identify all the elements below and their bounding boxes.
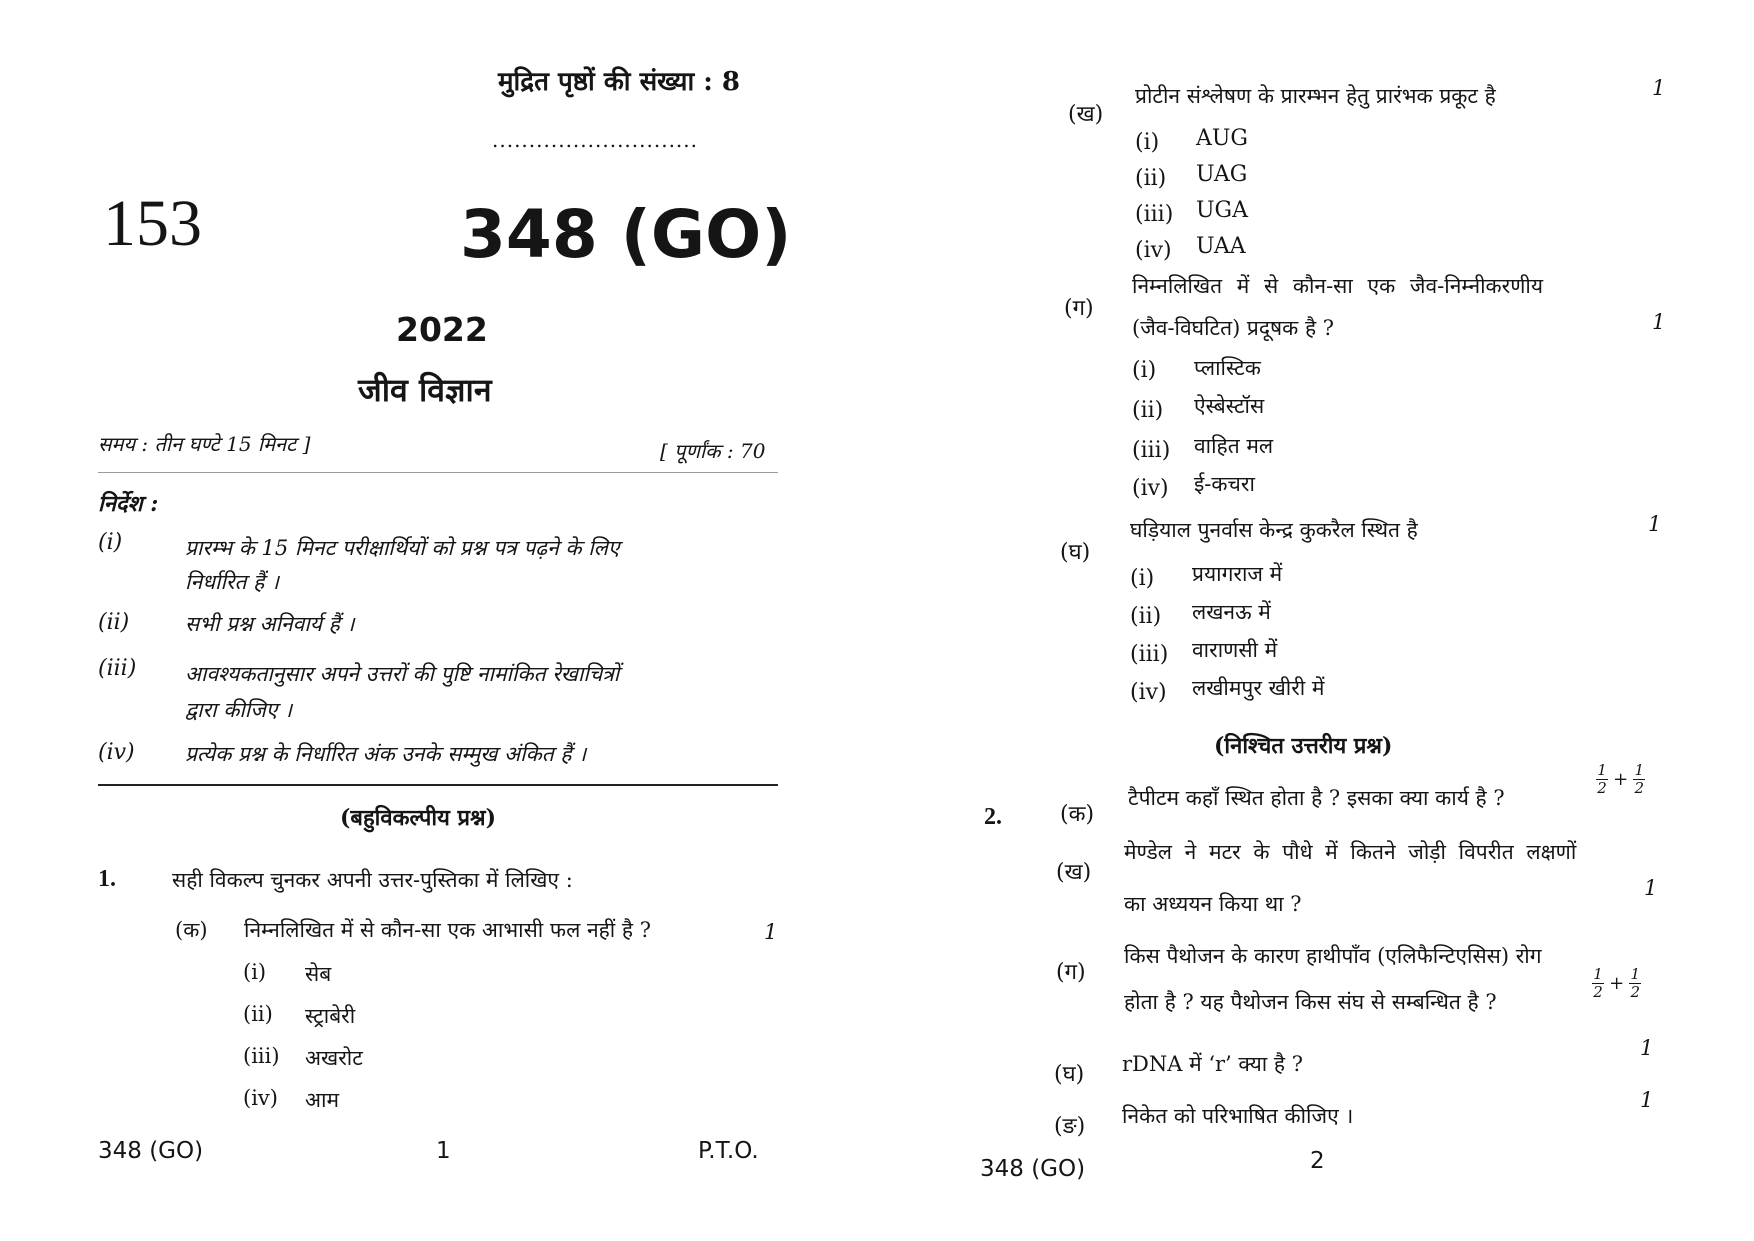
option-text: प्रयागराज में	[1192, 562, 1283, 586]
option-text: लखनऊ में	[1192, 600, 1271, 624]
question-marks: 1	[1640, 1088, 1654, 1112]
option-text: UGA	[1196, 198, 1249, 223]
question-marks: 1	[1652, 310, 1666, 334]
question-marks: 1	[1652, 76, 1666, 100]
option-num: (iv)	[1135, 238, 1172, 263]
fraction-numerator: 1	[1630, 965, 1641, 983]
option-text: UAG	[1196, 162, 1248, 187]
option-num: (i)	[243, 960, 267, 984]
question-label: (ग)	[1064, 296, 1094, 321]
question-text: निम्नलिखित में से कौन-सा एक आभासी फल नहीं है ?	[244, 918, 651, 942]
option-num: (i)	[1130, 566, 1155, 591]
max-marks: [ पूर्णांक : 70	[660, 439, 766, 463]
subject-title: जीव विज्ञान	[358, 371, 492, 409]
option-text: स्ट्राबेरी	[305, 1004, 356, 1028]
roll-number-dots: ............................	[492, 128, 699, 152]
instruction-num: (iv)	[98, 740, 135, 765]
option-num: (ii)	[1132, 398, 1164, 423]
option-text: ई-कचरा	[1194, 472, 1255, 496]
question-label: (ख)	[1068, 102, 1104, 127]
footer-page-number: 2	[1310, 1148, 1325, 1174]
question-text: टैपीटम कहाँ स्थित होता है ? इसका क्या कार्य है ?	[1128, 786, 1505, 810]
footer-paper-code: 348 (GO)	[980, 1156, 1086, 1182]
printed-pages-count: मुद्रित पृष्ठों की संख्या : 8	[498, 67, 740, 97]
option-text: प्लास्टिक	[1194, 356, 1261, 380]
question-marks: 1	[1640, 1036, 1654, 1060]
option-text: AUG	[1196, 126, 1249, 151]
instructions-divider	[98, 784, 778, 786]
footer-page-number: 1	[436, 1138, 451, 1164]
option-num: (iii)	[243, 1044, 280, 1068]
fraction	[1629, 966, 1641, 1001]
footer-pto: P.T.O.	[698, 1138, 759, 1164]
plus-sign: +	[1613, 769, 1629, 790]
question-text: घड़ियाल पुनर्वास केन्द्र कुकरैल स्थित है	[1130, 518, 1418, 542]
question-label: (घ)	[1054, 1062, 1085, 1087]
question-label: (क)	[1060, 802, 1095, 827]
fraction	[1596, 762, 1608, 797]
section-heading-definite: (निश्चित उत्तरीय प्रश्न)	[1214, 733, 1393, 759]
question-text: प्रोटीन संश्लेषण के प्रारम्भन हेतु प्रारंभक प्रकूट है	[1135, 84, 1496, 108]
question-text: rDNA में ‘r’ क्या है ?	[1122, 1052, 1304, 1076]
fraction-denominator: 2	[1593, 983, 1603, 1001]
question-text: किस पैथोजन के कारण हाथीपाँव (एलिफैन्टिएसिस) रोग	[1124, 944, 1542, 968]
paper-code: 348 (GO)	[460, 196, 792, 273]
plus-sign: +	[1609, 973, 1625, 994]
option-text: अखरोट	[305, 1046, 363, 1070]
fraction-numerator: 1	[1593, 965, 1603, 983]
question-marks: 1	[1644, 876, 1658, 900]
option-text: वाराणसी में	[1192, 638, 1278, 662]
question-text: निकेत को परिभाषित कीजिए ।	[1122, 1104, 1354, 1128]
instruction-text-cont: निर्धारित हैं ।	[185, 570, 279, 594]
question-label: (क)	[175, 918, 208, 942]
fraction-denominator: 2	[1634, 779, 1645, 797]
question-text-cont: (जैव-विघटित) प्रदूषक है ?	[1132, 316, 1335, 340]
fraction	[1592, 966, 1604, 1001]
option-num: (iii)	[1135, 202, 1174, 227]
footer-paper-code: 348 (GO)	[98, 1138, 204, 1164]
center-code: 153	[103, 187, 202, 260]
question-label: (ग)	[1056, 960, 1086, 985]
option-num: (iv)	[1130, 680, 1167, 705]
section-heading-mcq: (बहुविकल्पीय प्रश्न)	[340, 805, 497, 831]
exam-year: 2022	[396, 310, 488, 349]
option-text: UAA	[1196, 234, 1246, 259]
question-marks: 1	[764, 920, 778, 944]
instruction-text: आवश्यकतानुसार अपने उत्तरों की पुष्टि नामांकित रेखाचित्रों	[185, 662, 620, 686]
option-text: आम	[305, 1088, 340, 1112]
instruction-num: (iii)	[98, 656, 137, 681]
option-num: (iii)	[1130, 642, 1169, 667]
question-text-cont: का अध्ययन किया था ?	[1124, 892, 1302, 916]
option-num: (ii)	[243, 1002, 273, 1026]
option-text: वाहित मल	[1194, 434, 1274, 458]
instruction-text: सभी प्रश्न अनिवार्य हैं ।	[185, 612, 355, 636]
question-label: (ङ)	[1054, 1114, 1086, 1139]
question-text: निम्नलिखित में से कौन-सा एक जैव-निम्नीकरणीय	[1132, 274, 1544, 298]
option-text: ऐस्बेस्टॉस	[1194, 394, 1265, 418]
header-divider	[98, 472, 778, 473]
option-num: (iii)	[1132, 438, 1171, 463]
option-num: (ii)	[1130, 604, 1162, 629]
option-num: (iv)	[243, 1086, 278, 1110]
marks-half-plus-half	[1596, 762, 1645, 797]
question-text: सही विकल्प चुनकर अपनी उत्तर-पुस्तिका में लिखिए :	[172, 868, 573, 892]
fraction-denominator: 2	[1630, 983, 1641, 1001]
question-label: (ख)	[1056, 860, 1092, 885]
question-label: (घ)	[1060, 540, 1091, 565]
question-text: मेण्डेल ने मटर के पौधे में कितने जोड़ी विपरीत लक्षणों	[1124, 840, 1577, 864]
option-num: (i)	[1132, 358, 1157, 383]
instruction-text-cont: द्वारा कीजिए ।	[185, 698, 293, 722]
fraction-numerator: 1	[1597, 761, 1607, 779]
option-num: (ii)	[1135, 166, 1167, 191]
instruction-num: (i)	[98, 530, 123, 555]
option-num: (i)	[1135, 130, 1160, 155]
option-text: सेब	[305, 962, 332, 986]
instruction-num: (ii)	[98, 610, 130, 635]
fraction-denominator: 2	[1597, 779, 1607, 797]
question-text-cont: होता है ? यह पैथोजन किस संघ से सम्बन्धित है ?	[1124, 990, 1497, 1014]
marks-half-plus-half	[1592, 966, 1641, 1001]
instruction-text: प्रत्येक प्रश्न के निर्धारित अंक उनके सम्मुख अंकित हैं ।	[185, 742, 587, 766]
question-number: 1.	[98, 866, 116, 892]
fraction-numerator: 1	[1634, 761, 1645, 779]
option-text: लखीमपुर खीरी में	[1192, 676, 1325, 700]
option-num: (iv)	[1132, 476, 1169, 501]
instruction-text: प्रारम्भ के 15 मिनट परीक्षार्थियों को प्रश्न पत्र पढ़ने के लिए	[185, 536, 620, 560]
fraction	[1633, 762, 1645, 797]
question-number: 2.	[984, 804, 1002, 830]
instructions-title: निर्देश :	[98, 491, 159, 517]
time-allowed: समय : तीन घण्टे 15 मिनट ]	[98, 432, 311, 456]
question-marks: 1	[1648, 512, 1662, 536]
